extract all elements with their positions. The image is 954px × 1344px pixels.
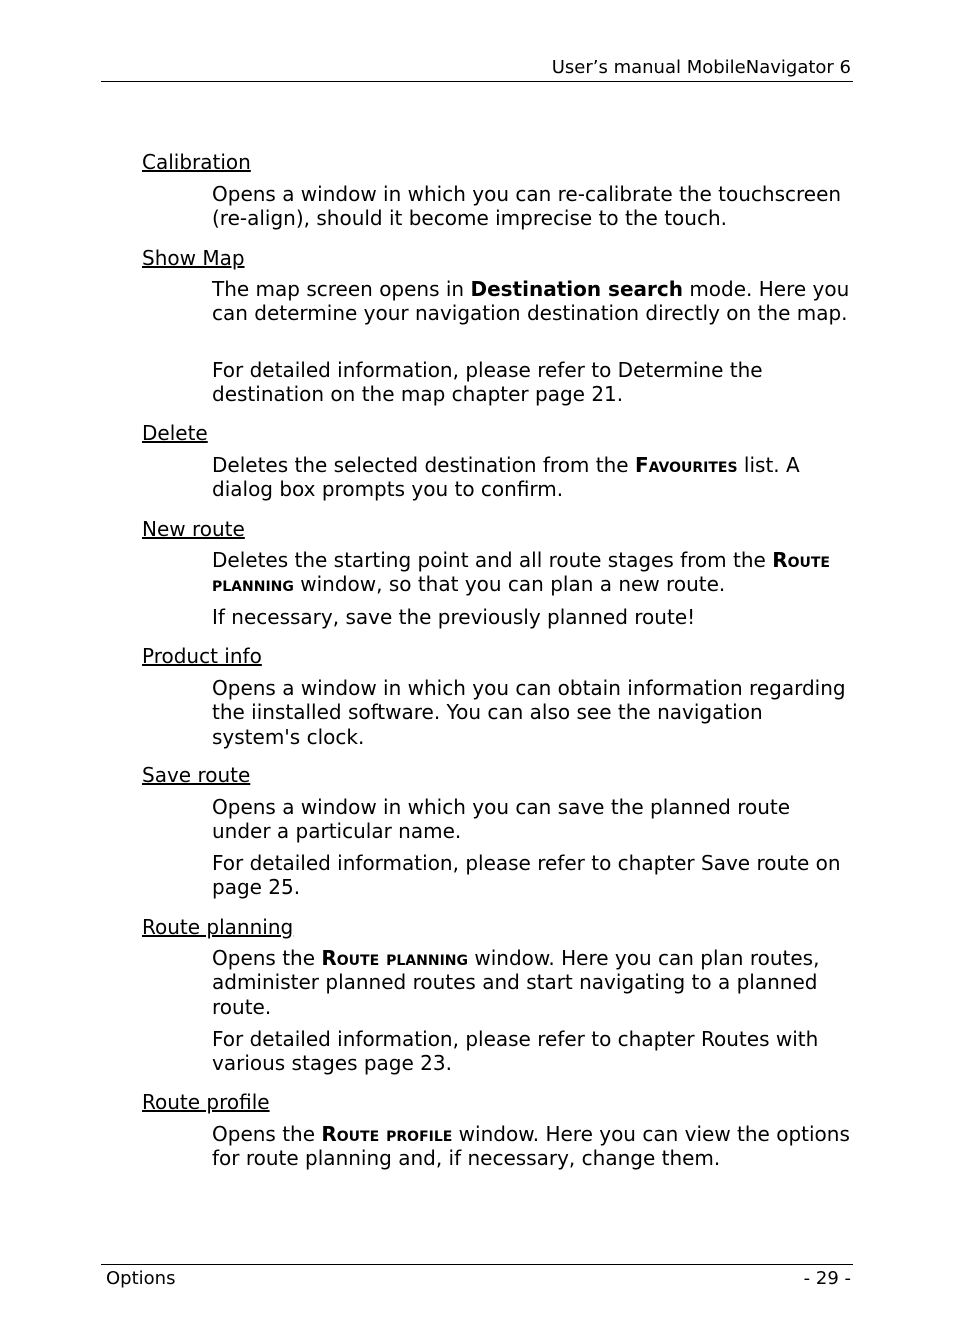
page-number: - 29 - <box>803 1268 851 1289</box>
paragraph-text: window, so that you can plan a new route. <box>293 572 726 597</box>
paragraph-text: For detailed information, please refer to chapter Routes with various stages page 23. <box>212 1027 819 1076</box>
header-rule <box>101 81 853 82</box>
footer-chapter: Options <box>106 1268 176 1289</box>
section-paragraph <box>212 358 852 407</box>
section-paragraph <box>212 548 852 597</box>
paragraph-text: Opens a window in which you can save the planned route under a particular name. <box>212 795 791 844</box>
section-heading: Delete <box>142 421 208 445</box>
paragraph-text: Deletes the starting point and all route stages from the <box>212 548 773 572</box>
section-heading: Route profile <box>142 1090 270 1114</box>
ui-window-name: Favourites <box>634 453 738 477</box>
section-heading: Calibration <box>142 150 251 174</box>
section-heading: Product info <box>142 644 262 668</box>
paragraph-text: Deletes the selected destination from the <box>212 453 635 477</box>
ui-window-name: Route planning <box>321 946 468 970</box>
paragraph-text: The map screen opens in <box>212 277 471 301</box>
paragraph-text: window. Here you can plan routes, administer planned routes and start navigating to a planned route. <box>212 946 820 1019</box>
section-heading: Show Map <box>142 246 245 270</box>
footer-rule <box>101 1264 853 1265</box>
ui-window-name: Route planning <box>212 548 830 597</box>
ui-window-name: Route profile <box>321 1122 453 1146</box>
paragraph-text: Opens the <box>212 946 322 970</box>
paragraph-text: For detailed information, please refer to chapter Save route on page 25. <box>212 851 841 900</box>
paragraph-text: window. Here you can view the options for route planning and, if necessary, change them. <box>212 1122 850 1171</box>
section-paragraph <box>212 1027 852 1076</box>
section-paragraph <box>212 946 852 1019</box>
paragraph-text: list. A dialog box prompts you to confirm. <box>212 453 800 502</box>
section-heading: Save route <box>142 763 251 787</box>
paragraph-text: mode. Here you can determine your navigation destination directly on the map. <box>212 277 850 326</box>
section-paragraph <box>212 676 852 749</box>
paragraph-text: Opens a window in which you can re-calibrate the touchscreen (re-align), should it become imprecise to the touch. <box>212 182 842 231</box>
section-paragraph <box>212 1122 852 1171</box>
paragraph-text: For detailed information, please refer to Determine the destination on the map chapter page 21. <box>212 358 763 407</box>
paragraph-text: Opens the <box>212 1122 322 1146</box>
ui-mode-name: Destination search <box>470 277 683 301</box>
section-paragraph <box>212 605 852 629</box>
section-paragraph <box>212 277 852 326</box>
section-paragraph <box>212 795 852 844</box>
section-paragraph <box>212 851 852 900</box>
section-paragraph <box>212 182 852 231</box>
section-paragraph <box>212 453 852 502</box>
section-heading: Route planning <box>142 915 294 939</box>
section-heading: New route <box>142 517 245 541</box>
header-title: User’s manual MobileNavigator 6 <box>551 57 851 78</box>
paragraph-text: If necessary, save the previously planned route! <box>212 605 696 629</box>
paragraph-text: Opens a window in which you can obtain information regarding the iinstalled software. You can also see the navigation system's clock. <box>212 676 846 749</box>
